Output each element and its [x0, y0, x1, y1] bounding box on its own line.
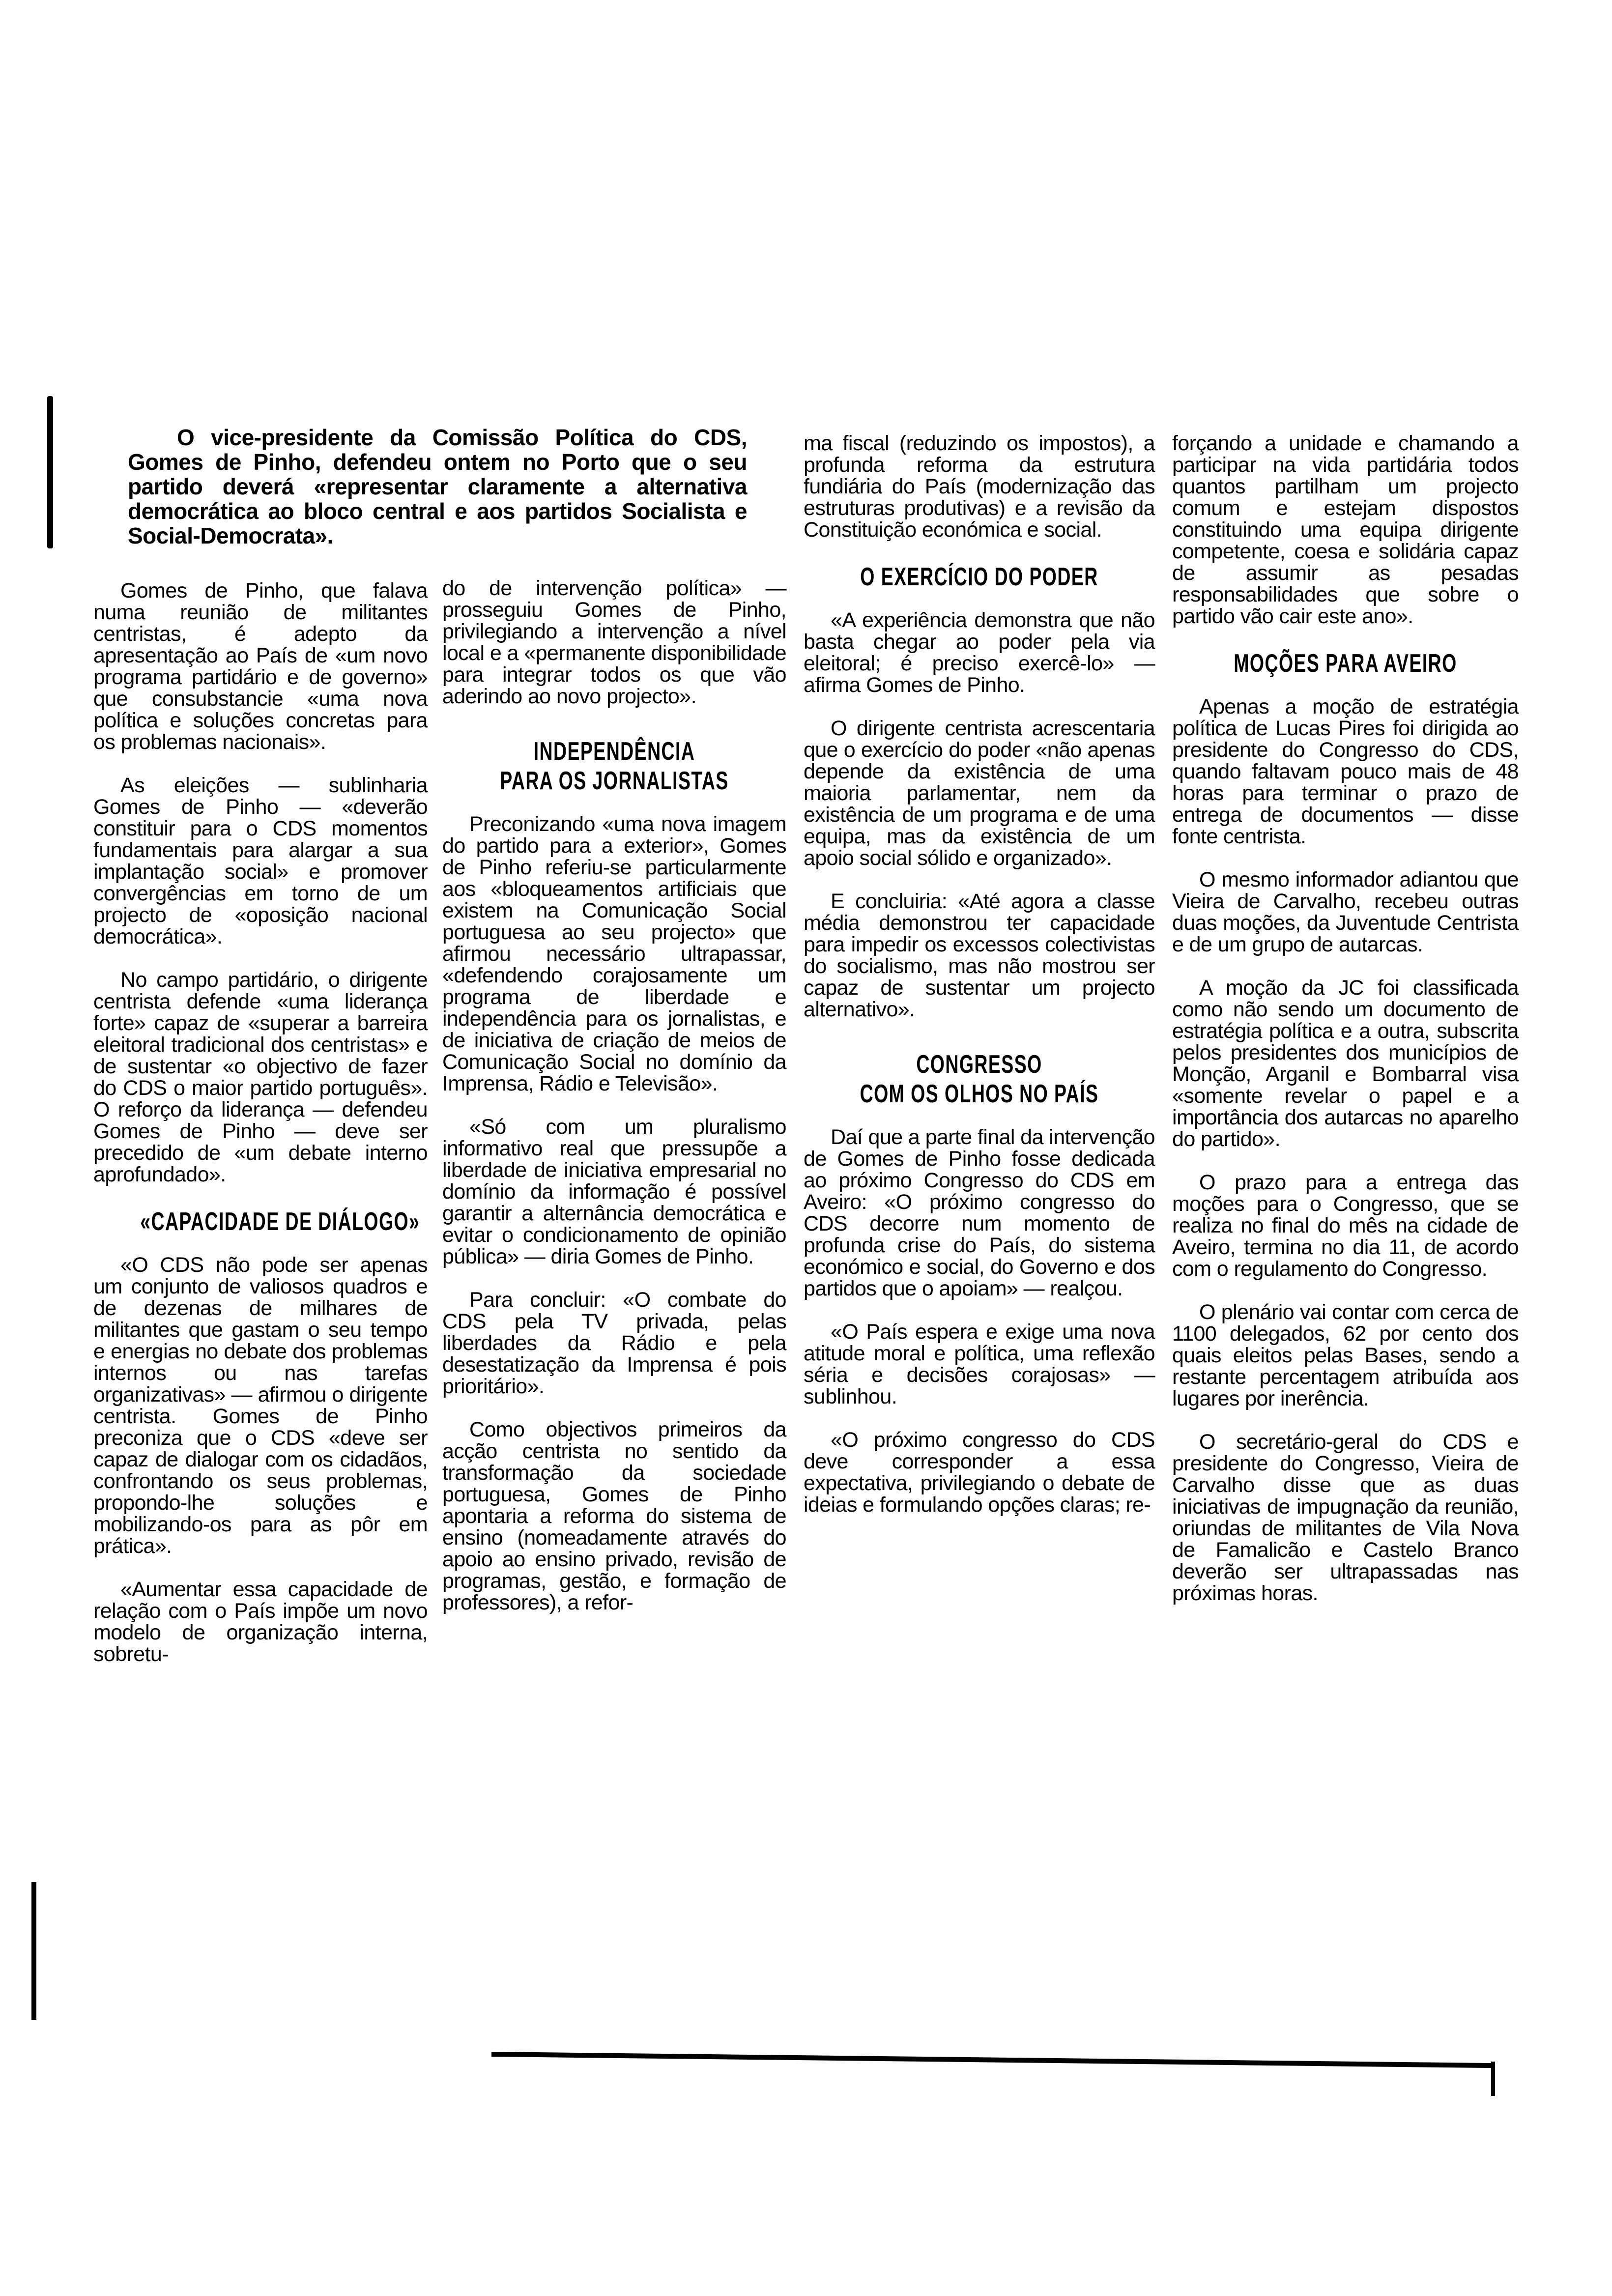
- paragraph: «O País espera e exige uma nova atitude moral e política, uma reflexão séria e decisões corajosas» — sublinhou.: [804, 1320, 1155, 1408]
- section-heading: O EXERCÍCIO DO PODER: [860, 563, 1098, 591]
- paragraph: Daí que a parte final da intervenção de Gomes de Pinho fosse dedicada ao próximo Congresso do CDS em Aveiro: «O próximo congresso do CDS decorre num momento de profunda crise do País, do sistema económico e social, do Governo e dos partidos que o apoiam» — realçou.: [804, 1125, 1155, 1300]
- margin-rule-bottom: [31, 1882, 36, 2020]
- paragraph: Preconizando «uma nova imagem do partido para a exterior», Gomes de Pinho referiu-se particularmente aos «bloqueamentos artificiais que existem na Comunicação Social portuguesa ao seu projecto» que afirmou necessário ultrapassar, «defendendo corajosamente um programa de liberdade e independência para os jornalistas, e de iniciativa de criação de meios de Comunicação Social no domínio da Imprensa, Rádio e Televisão».: [442, 812, 786, 1095]
- paragraph: «A experiência demonstra que não basta chegar ao poder pela via eleitoral; é preciso exercê-lo» — afirma Gomes de Pinho.: [804, 608, 1155, 697]
- column-2: [442, 577, 786, 1635]
- bottom-rule: [491, 2052, 1494, 2068]
- column-4: [1172, 432, 1519, 1626]
- paragraph: O dirigente centrista acrescentaria que o exercício do poder «não apenas depende da existência de uma maioria parlamentar, nem da existência de um programa e de uma equipa, mas da existência de um apoio social sólido e organizado».: [804, 717, 1155, 870]
- paragraph: «O próximo congresso do CDS deve corresponder a essa expectativa, privilegiando o debate de ideias e formulando opções claras; re-: [804, 1428, 1155, 1517]
- paragraph: No campo partidário, o dirigente centrista defende «uma liderança forte» capaz de «superar a barreira eleitoral tradicional dos centristas» e de sustentar «o objectivo de fazer do CDS o maior partido português». O reforço da liderança — defendeu Gomes de Pinho — deve ser precedido de «um debate interno aprofundado».: [93, 968, 428, 1186]
- section-heading: «CAPACIDADE DE DIÁLOGO»: [140, 1207, 420, 1236]
- column-3: [804, 432, 1155, 1537]
- paragraph: forçando a unidade e chamando a participar na vida partidária todos quantos partilham um projecto comum e estejam dispostos constituindo uma equipa dirigente competente, coesa e solidária capaz de assumir as pesadas responsabilidades que sobre o partido vão cair este ano».: [1172, 431, 1519, 628]
- paragraph: «Só com um pluralismo informativo real que pressupõe a liberdade de iniciativa empresarial no domínio da informação é possível garantir a alternância democrática e evitar o condicionamento de opinião pública» — diria Gomes de Pinho.: [442, 1115, 786, 1268]
- margin-rule-top: [47, 396, 53, 548]
- paragraph: E concluiria: «Até agora a classe média demonstrou ter capacidade para impedir os excessos colectivistas do socialismo, mas não mostrou ser capaz de sustentar um projecto alternativo».: [804, 890, 1155, 1021]
- paragraph: Gomes de Pinho, que falava numa reunião de militantes centristas, é adepto da apresentação ao País de «um novo programa partidário e de governo» que consubstancie «uma nova política e soluções concretas para os problemas nacionais».: [93, 579, 428, 754]
- column-1: [93, 580, 428, 1687]
- paragraph: O mesmo informador adiantou que Vieira de Carvalho, recebeu outras duas moções, da Juventude Centrista e de um grupo de autarcas.: [1172, 868, 1519, 956]
- section-heading: COM OS OLHOS NO PAÍS: [860, 1080, 1099, 1108]
- article-lede: [128, 425, 747, 548]
- section-heading: CONGRESSO: [916, 1050, 1042, 1079]
- paragraph: do de intervenção política» — prosseguiu Gomes de Pinho, privilegiando a intervenção a nível local e a «permanente disponibilidade para integrar todos os que vão aderindo ao novo projecto».: [442, 576, 786, 708]
- section-heading: MOÇÕES PARA AVEIRO: [1234, 649, 1457, 678]
- bottom-rule-corner: [1491, 2062, 1495, 2096]
- section-heading: INDEPENDÊNCIA: [533, 737, 695, 766]
- paragraph: O plenário vai contar com cerca de 1100 delegados, 62 por cento dos quais eleitos pelas Bases, sendo a restante percentagem atribuída aos lugares por inerência.: [1172, 1300, 1519, 1410]
- paragraph: O prazo para a entrega das moções para o Congresso, que se realiza no final do mês na cidade de Aveiro, termina no dia 11, de acordo com o regulamento do Congresso.: [1172, 1171, 1519, 1281]
- paragraph: «Aumentar essa capacidade de relação com o País impõe um novo modelo de organização interna, sobretu-: [93, 1578, 428, 1666]
- paragraph: O secretário-geral do CDS e presidente do Congresso, Vieira de Carvalho disse que as duas iniciativas de impugnação da reunião, oriundas de militantes de Vila Nova de Famalicão e Castelo Branco deverão ser ultrapassadas nas próximas horas.: [1172, 1430, 1519, 1605]
- paragraph: «O CDS não pode ser apenas um conjunto de valiosos quadros e de dezenas de milhares de militantes que gastam o seu tempo e energias no debate dos problemas internos ou nas tarefas organizativas» — afirmou o dirigente centrista. Gomes de Pinho preconiza que o CDS «deve ser capaz de dialogar com os cidadãos, confrontando os seus problemas, propondo-lhe soluções e mobilizando-os para as pôr em prática».: [93, 1253, 428, 1558]
- paragraph: Como objectivos primeiros da acção centrista no sentido da transformação da sociedade portuguesa, Gomes de Pinho apontaria a reforma do sistema de ensino (nomeadamente através do apoio ao ensino privado, revisão de programas, gestão, e formação de professores), a refor-: [442, 1418, 786, 1614]
- paragraph: ma fiscal (reduzindo os impostos), a profunda reforma da estrutura fundiária do País (modernização das estruturas produtivas) e a revisão da Constituição económica e social.: [804, 431, 1155, 542]
- paragraph: As eleições — sublinharia Gomes de Pinho — «deverão constituir para o CDS momentos fundamentais para alargar a sua implantação social» e promover convergências em torno de um projecto de «oposição nacional democrática».: [93, 774, 428, 948]
- section-heading: PARA OS JORNALISTAS: [500, 767, 729, 795]
- lede-paragraph: O vice-presidente da Comissão Política do CDS, Gomes de Pinho, defendeu ontem no Porto que o seu partido deverá «representar claramente a alternativa democrática ao bloco central e aos partidos Socialista e Social-Democrata».: [128, 425, 747, 548]
- paragraph: Apenas a moção de estratégia política de Lucas Pires foi dirigida ao presidente do Congresso do CDS, quando faltavam pouco mais de 48 horas para terminar o prazo de entrega de documentos — disse fonte centrista.: [1172, 695, 1519, 848]
- paragraph: Para concluir: «O combate do CDS pela TV privada, pelas liberdades da Rádio e pela desestatização da Imprensa é pois prioritário».: [442, 1288, 786, 1398]
- paragraph: A moção da JC foi classificada como não sendo um documento de estratégia política e a outra, subscrita pelos presidentes dos municípios de Monção, Arganil e Bombarral visa «somente revelar o papel e a importância dos autarcas no aparelho do partido».: [1172, 976, 1519, 1151]
